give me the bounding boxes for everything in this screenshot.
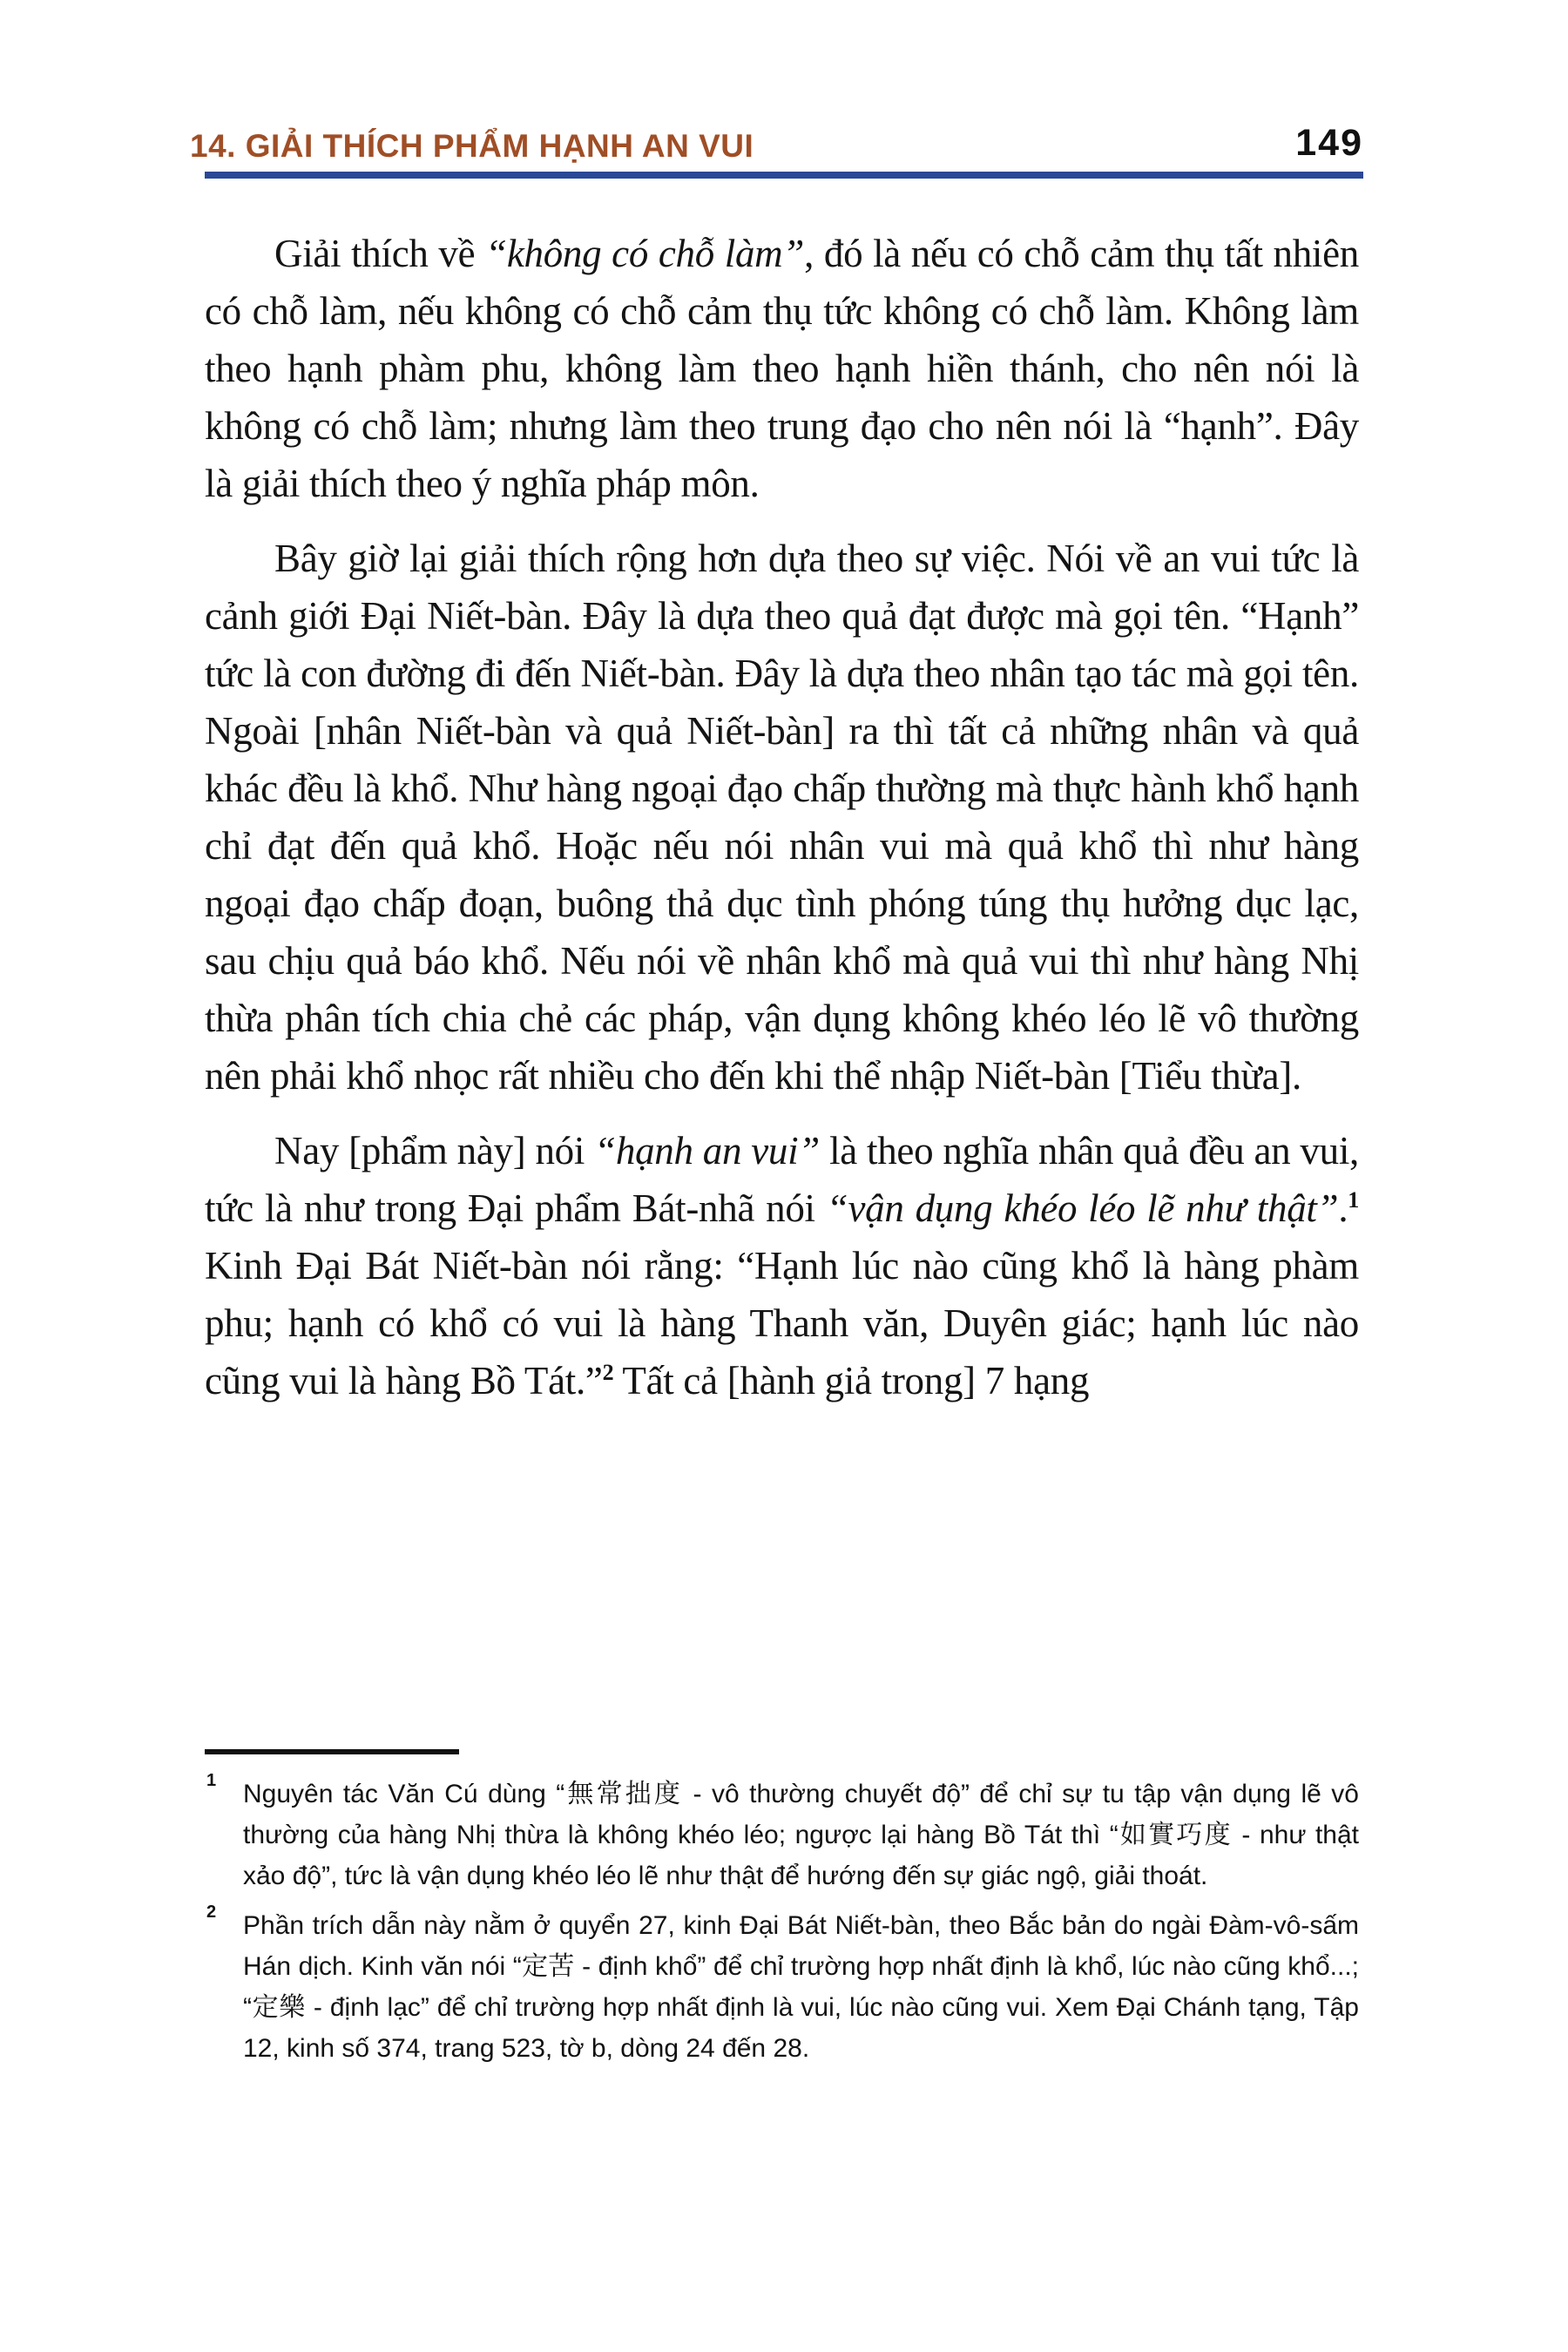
footnote-2-marker: 2 [206,1903,217,1922]
page-header [190,122,1363,165]
header-rule [205,172,1363,179]
body-text [205,225,1359,1427]
paragraph-3: Nay [phẩm này] nói “hạnh an vui” là theo nghĩa nhân quả đều an vui, tức là như trong Đại phẩm Bát-nhã nói “vận dụng khéo léo lẽ như thật”.$^1$ Kinh Đại Bát Niết-bàn nói rằng: “Hạnh lúc nào cũng khổ là hàng phàm phu; hạnh có khổ có vui là hàng Thanh văn, Duyên giác; hạnh lúc nào cũng vui là hàng Bồ Tát.”$^2$ Tất cả [hành giả trong] 7 hạng [205,1129,1359,1402]
paragraph-2: Bây giờ lại giải thích rộng hơn dựa theo sự việc. Nói về an vui tức là cảnh giới Đại Niết-bàn. Đây là dựa theo quả đạt được mà gọi tên. “Hạnh” tức là con đường đi đến Niết-bàn. Đây là dựa theo nhân tạo tác mà gọi tên. Ngoài [nhân Niết-bàn và quả Niết-bàn] ra thì tất cả những nhân và quả khác đều là khổ. Như hàng ngoại đạo chấp thường mà thực hành khổ hạnh chỉ đạt đến quả khổ. Hoặc nếu nói nhân vui mà quả khổ thì như hàng ngoại đạo chấp đoạn, buông thả dục tình phóng túng thụ hưởng dục lạc, sau chịu quả báo khổ. Nếu nói về nhân khổ mà quả vui thì như hàng Nhị thừa phân tích chia chẻ các pháp, vận dụng không khéo léo lẽ vô thường nên phải khổ nhọc rất nhiều cho đến khi thể nhập Niết-bàn [Tiểu thừa]. [205,537,1359,1098]
page-number: 149 [1295,122,1363,164]
footnote-1 [205,1771,1359,1896]
footnote-1-text: Nguyên tác Văn Cú dùng “無常拙度 - vô thường chuyết độ” để chỉ sự tu tập vận dụng lẽ vô thường của hàng Nhị thừa là không khéo léo; ngược lại hàng Bồ Tát thì “如實巧度 - như thật xảo độ”, tức là vận dụng khéo léo lẽ như thật để hướng đến sự giác ngộ, giải thoát. [243,1780,1359,1890]
footnote-2 [205,1905,1359,2069]
chapter-title: 14. GIẢI THÍCH PHẨM HẠNH AN VUI [190,128,754,164]
paragraph-1: Giải thích về “không có chỗ làm”, đó là nếu có chỗ cảm thụ tất nhiên có chỗ làm, nếu không có chỗ cảm thụ tức không có chỗ làm. Không làm theo hạnh phàm phu, không làm theo hạnh hiền thánh, cho nên nói là không có chỗ làm; nhưng làm theo trung đạo cho nên nói là “hạnh”. Đây là giải thích theo ý nghĩa pháp môn. [205,232,1359,505]
footnote-1-marker: 1 [206,1771,217,1790]
footnote-2-text: Phần trích dẫn này nằm ở quyển 27, kinh Đại Bát Niết-bàn, theo Bắc bản do ngài Đàm-vô-sấm Hán dịch. Kinh văn nói “定苦 - định khổ” để chỉ trường hợp nhất định là khổ, lúc nào cũng khổ...; “定樂 - định lạc” để chỉ trường hợp nhất định là vui, lúc nào cũng vui. Xem Đại Chánh tạng, Tập 12, kinh số 374, trang 523, tờ b, dòng 24 đến 28. [243,1911,1359,2063]
footnotes-section [205,1771,1359,2078]
footnote-separator [205,1749,459,1754]
